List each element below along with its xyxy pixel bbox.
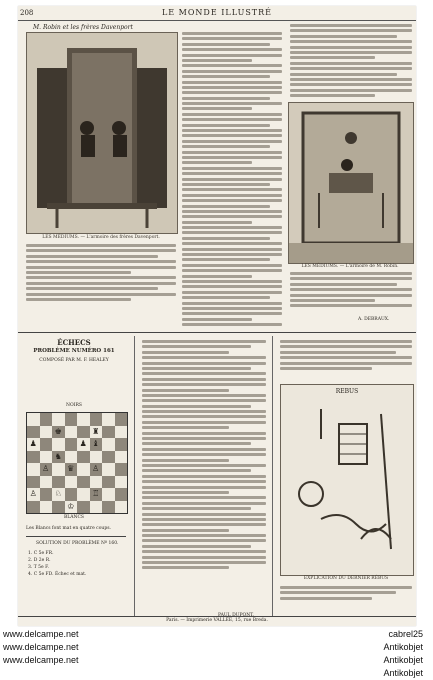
chess-square: ♙ xyxy=(90,463,103,476)
column-divider-1 xyxy=(134,336,135,616)
chess-square: ♝ xyxy=(90,438,103,451)
rebus-solution-text xyxy=(280,586,412,606)
watermark-right xyxy=(383,628,423,680)
chess-square xyxy=(27,413,40,426)
chess-square xyxy=(90,413,103,426)
chess-square xyxy=(102,451,115,464)
chess-square xyxy=(102,413,115,426)
watermark-footer xyxy=(0,628,433,680)
chess-square xyxy=(65,426,78,439)
chess-square: ♛ xyxy=(65,463,78,476)
watermark-shop-1[interactable]: Antikobjet xyxy=(383,642,423,652)
chess-square xyxy=(65,488,78,501)
chess-square xyxy=(27,463,40,476)
chess-square xyxy=(90,451,103,464)
chess-square xyxy=(77,451,90,464)
chess-square xyxy=(77,413,90,426)
davenport-cabinet-illustration xyxy=(26,32,178,234)
chess-square xyxy=(77,476,90,489)
watermark-site-1[interactable]: www.delcampe.net xyxy=(3,629,79,639)
chess-square xyxy=(40,413,53,426)
chess-square xyxy=(115,476,128,489)
chess-square: ♙ xyxy=(27,488,40,501)
watermark-site-3[interactable]: www.delcampe.net xyxy=(3,655,79,665)
rebus-caption: EXPLICATION DU DERNIER RÉBUS xyxy=(303,576,389,581)
chess-square xyxy=(102,488,115,501)
article-signature: A. DEBRAUX. xyxy=(358,317,390,322)
page-number: 208 xyxy=(20,9,34,17)
chess-square xyxy=(115,451,128,464)
newspaper-page xyxy=(18,6,416,626)
chess-square xyxy=(90,501,103,514)
chess-board xyxy=(26,412,128,514)
bottom-rule xyxy=(18,616,416,617)
chess-section-title: ÉCHECS xyxy=(57,338,91,347)
chess-square xyxy=(102,501,115,514)
rebus-title: REBUS xyxy=(335,388,359,395)
chess-square xyxy=(65,451,78,464)
chess-square xyxy=(90,476,103,489)
chess-square xyxy=(65,413,78,426)
chess-square xyxy=(115,488,128,501)
rebus-illustration xyxy=(280,384,414,576)
chess-composer: COMPOSÉ PAR M. F. HEALEY xyxy=(39,358,109,363)
chess-square: ♘ xyxy=(52,488,65,501)
chess-square xyxy=(115,501,128,514)
chess-square xyxy=(52,476,65,489)
chess-square xyxy=(115,413,128,426)
chess-square xyxy=(40,438,53,451)
chess-square xyxy=(115,438,128,451)
chess-white-label: BLANCS xyxy=(63,515,84,520)
chess-square xyxy=(52,463,65,476)
printer-line: Paris. — Imprimerie VALLÉE, 15, rue Breda. xyxy=(166,618,268,623)
left-figure-caption: LES MÉDIUMS. — L'armoire des frères Davenport. xyxy=(42,235,160,240)
chess-square xyxy=(40,501,53,514)
chess-square xyxy=(40,488,53,501)
chess-square xyxy=(77,488,90,501)
chess-problem-number: PROBLÈME NUMÉRO 161 xyxy=(33,348,115,354)
chess-square: ♜ xyxy=(90,426,103,439)
chess-square xyxy=(52,413,65,426)
chess-instruction: Les Blancs font mat en quatre coups. xyxy=(26,526,111,531)
chess-square: ♟ xyxy=(77,438,90,451)
chess-square xyxy=(102,426,115,439)
chess-square xyxy=(65,476,78,489)
chess-square xyxy=(27,426,40,439)
chess-square xyxy=(77,426,90,439)
chess-black-label: NOIRS xyxy=(66,403,82,408)
section-divider xyxy=(18,332,416,333)
chess-solution-title: SOLUTION DU PROBLÈME Nº 160. xyxy=(36,541,119,546)
robin-drawing xyxy=(289,103,413,263)
chess-square xyxy=(52,501,65,514)
chess-square: ♚ xyxy=(52,426,65,439)
chess-square xyxy=(27,501,40,514)
chess-square: ♞ xyxy=(52,451,65,464)
column-divider-2 xyxy=(272,336,273,616)
watermark-seller[interactable]: cabrel25 xyxy=(388,629,423,639)
chess-square xyxy=(65,438,78,451)
middle-bottom-text xyxy=(142,340,266,610)
chess-square xyxy=(115,463,128,476)
chess-square xyxy=(52,438,65,451)
chess-square xyxy=(27,451,40,464)
chess-square xyxy=(27,476,40,489)
chess-move-2: 2. D 2e R. xyxy=(28,558,51,563)
article-text-right-top xyxy=(290,24,412,102)
newspaper-title: LE MONDE ILLUSTRÉ xyxy=(161,8,272,17)
chess-move-1: 1. C 5e FR. xyxy=(28,551,54,556)
chess-move-4: 4. C 5e FD. Échec et mat. xyxy=(28,572,87,577)
chess-square xyxy=(40,426,53,439)
article-text-right-bottom xyxy=(290,272,412,312)
article-text-middle xyxy=(182,32,282,330)
chess-square xyxy=(102,463,115,476)
chess-square xyxy=(77,463,90,476)
chess-move-3: 3. T 5e F. xyxy=(28,565,49,570)
watermark-left xyxy=(3,628,79,667)
article-text-left-bottom xyxy=(26,244,176,304)
chess-square: ♟ xyxy=(27,438,40,451)
chess-square xyxy=(115,426,128,439)
watermark-shop-2[interactable]: Antikobjet xyxy=(383,655,423,665)
right-bottom-text xyxy=(280,340,412,382)
chess-square: ♔ xyxy=(65,501,78,514)
right-figure-caption: LES MÉDIUMS. — L'armoire de M. Robin. xyxy=(301,264,399,269)
cabinet-drawing xyxy=(27,33,177,233)
chess-square: ♙ xyxy=(40,463,53,476)
watermark-shop-3[interactable]: Antikobjet xyxy=(383,668,423,678)
rebus-drawing xyxy=(281,399,413,569)
chess-square xyxy=(102,438,115,451)
article-title: M. Robin et les frères Davenport xyxy=(33,24,133,31)
page-header xyxy=(18,6,416,21)
robin-cabinet-illustration xyxy=(288,102,414,264)
chess-square xyxy=(40,451,53,464)
chess-rule xyxy=(26,536,126,537)
chess-square: ♖ xyxy=(90,488,103,501)
chess-square xyxy=(102,476,115,489)
watermark-site-2[interactable]: www.delcampe.net xyxy=(3,642,79,652)
chess-square xyxy=(40,476,53,489)
chess-square xyxy=(77,501,90,514)
